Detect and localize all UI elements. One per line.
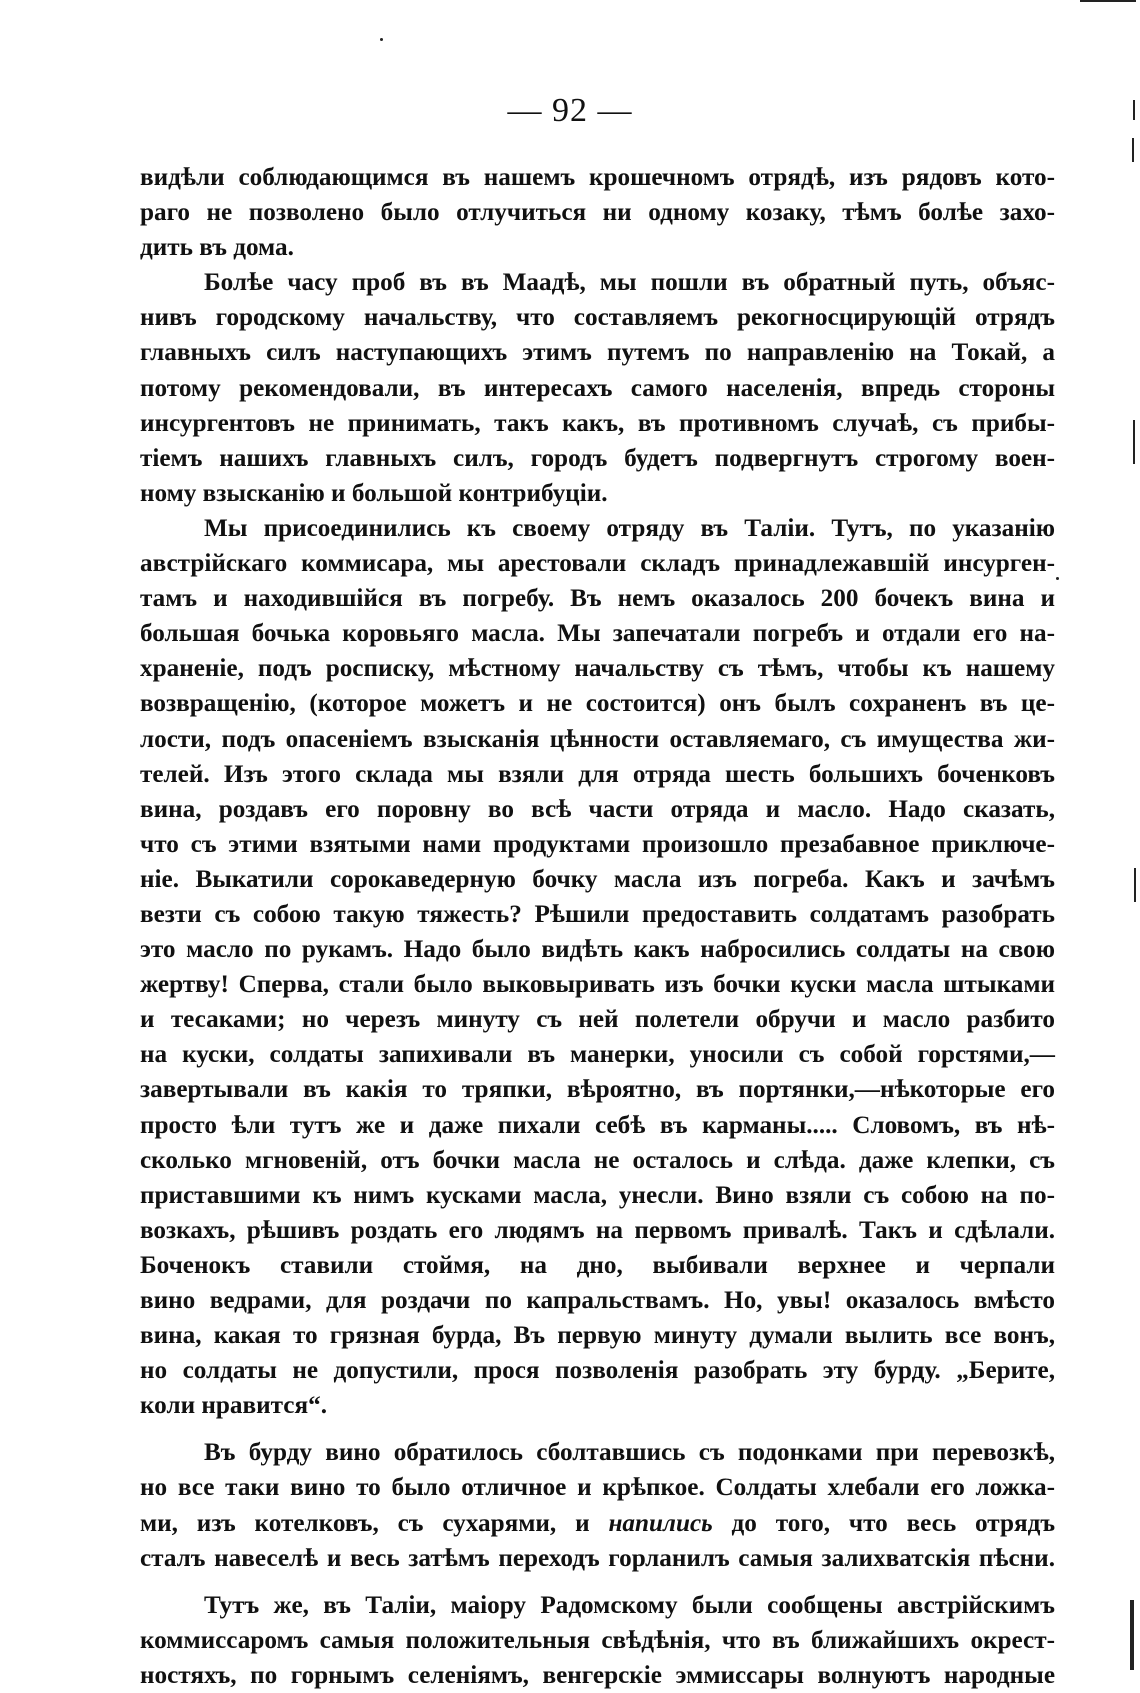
text-line: потому рекомендовали, въ интересахъ самого населенія, впредь стороны	[140, 374, 1055, 402]
italic-word: напились	[608, 1509, 713, 1537]
text-line: храненіе, подъ росписку, мѣстному начальству съ тѣмъ, чтобы къ нашему	[140, 655, 1055, 683]
scan-edge-mark	[1080, 0, 1136, 2]
text-line: возкахъ, рѣшивъ роздать его людямъ на первомъ привалѣ. Такъ и сдѣлали.	[140, 1216, 1055, 1244]
text-line: и тесаками; но черезъ минуту съ ней полетели обручи и масло разбито	[140, 1006, 1055, 1034]
text-line: коммиссаромъ самыя положительныя свѣдѣнія, что въ ближайшихъ окрест-	[140, 1626, 1055, 1654]
text-line: вина, какая то грязная бурда, Въ первую минуту думали вылить все вонъ,	[140, 1322, 1055, 1350]
text-line: сколько мгновеній, отъ бочки масла не осталось и слѣда. даже клепки, съ	[140, 1146, 1055, 1174]
text-line: Боченокъ ставили стоймя, на дно, выбивали верхнее и черпали	[140, 1251, 1055, 1279]
text-line: тамъ и находившійся въ погребу. Въ немъ оказалось 200 бочекъ вина и	[140, 585, 1055, 613]
text-line: большая бочька коровьяго масла. Мы запечатали погребъ и отдали его на-	[140, 620, 1055, 648]
text-segment: ми, изъ котелковъ, съ сухарями, и	[140, 1509, 590, 1537]
scan-edge-mark	[1130, 1600, 1134, 1670]
scan-edge-mark	[1133, 100, 1135, 120]
text-line: главныхъ силъ наступающихъ этимъ путемъ по направленію на Токай, а	[140, 339, 1055, 367]
text-segment: до того, что весь отрядъ	[731, 1509, 1056, 1537]
text-line: но все таки вино то было отличное и крѣпкое. Солдаты хлебали его ложка-	[140, 1474, 1055, 1502]
text-line: на куски, солдаты запихивали въ манерки, уносили съ собой горстями,—	[140, 1041, 1055, 1069]
text-line: австрійскаго коммисара, мы арестовали складъ принадлежавшій инсурген-	[140, 550, 1055, 578]
text-line: коли нравится“.	[140, 1392, 327, 1420]
scan-edge-mark	[1134, 868, 1136, 902]
text-line: дить въ дома.	[140, 234, 294, 262]
text-line: но солдаты не допустили, прося позволенія разобрать эту бурду. „Берите,	[140, 1357, 1055, 1385]
scan-edge-mark	[1133, 420, 1135, 464]
text-line: завертывали въ какія то тряпки, вѣроятно, въ портянки,—нѣкоторые его	[140, 1076, 1055, 1104]
text-line: раго не позволено было отлучиться ни одному козаку, тѣмъ болѣе захо-	[140, 199, 1055, 227]
scan-speck	[1056, 577, 1059, 580]
text-line: просто ѣли тутъ же и даже пихали себѣ въ карманы..... Словомъ, въ нѣ-	[140, 1111, 1055, 1139]
text-line: возвращенію, (которое можетъ и не состоится) онъ былъ сохраненъ въ це-	[140, 690, 1055, 718]
text-line: лости, подъ опасеніемъ взысканія цѣнности оставляемаго, съ имущества жи-	[140, 725, 1055, 753]
text-line: Тутъ же, въ Таліи, маіору Радомскому были сообщены австрійскимъ	[204, 1591, 1055, 1619]
text-line: что съ этими взятыми нами продуктами произошло презабавное приключе-	[140, 830, 1055, 858]
text-line: приставшими къ нимъ кусками масла, унесли. Вино взяли съ собою на по-	[140, 1181, 1055, 1209]
text-line: ніе. Выкатили сорокаведерную бочку масла изъ погреба. Какъ и зачѣмъ	[140, 865, 1055, 893]
text-line: вино ведрами, для роздачи по капральствамъ. Но, увы! оказалось вмѣсто	[140, 1287, 1055, 1314]
text-line: телей. Изъ этого склада мы взяли для отряда шесть большихъ боченковъ	[140, 760, 1055, 788]
text-line: видѣли соблюдающимся въ нашемъ крошечномъ отрядѣ, изъ рядовъ кото-	[140, 164, 1055, 191]
scan-speck	[380, 38, 383, 41]
text-line: Въ бурду вино обратилось сболтавшись съ подонками при перевозкѣ,	[204, 1439, 1055, 1467]
text-line: жертву! Сперва, стали было выковыривать изъ бочки куски масла штыками	[140, 971, 1055, 999]
text-line: ному взысканію и большой контрибуціи.	[140, 479, 608, 507]
body-text	[140, 160, 1055, 1693]
text-line-with-italic	[140, 1506, 1055, 1541]
text-line: Болѣе часу проб въ въ Маадѣ, мы пошли въ обратный путь, объяс-	[204, 269, 1055, 297]
text-line: тіемъ нашихъ главныхъ силъ, городъ будетъ подвергнутъ строгому воен-	[140, 444, 1055, 472]
text-line: это масло по рукамъ. Надо было видѣть какъ набросились солдаты на свою	[140, 936, 1055, 964]
text-line: ностяхъ, по горнымъ селеніямъ, венгерскіе эммиссары волнуютъ народные	[140, 1661, 1055, 1689]
text-line: везти съ собою такую тяжесть? Рѣшили предоставить солдатамъ разобрать	[140, 900, 1055, 928]
text-line: нивъ городскому начальству, что составляемъ рекогносцирующій отрядъ	[140, 304, 1055, 332]
page-number: — 92 —	[507, 92, 633, 129]
scan-edge-mark	[1132, 138, 1134, 162]
text-line: сталъ навеселѣ и весь затѣмъ переходъ горланилъ самыя залихватскія пѣсни.	[140, 1544, 1055, 1572]
text-line: вина, роздавъ его поровну во всѣ части отряда и масло. Надо сказать,	[140, 795, 1055, 823]
text-line: Мы присоединились къ своему отряду въ Таліи. Тутъ, по указанію	[204, 514, 1055, 542]
text-line: инсургентовъ не принимать, такъ какъ, въ противномъ случаѣ, съ прибы-	[140, 409, 1055, 437]
